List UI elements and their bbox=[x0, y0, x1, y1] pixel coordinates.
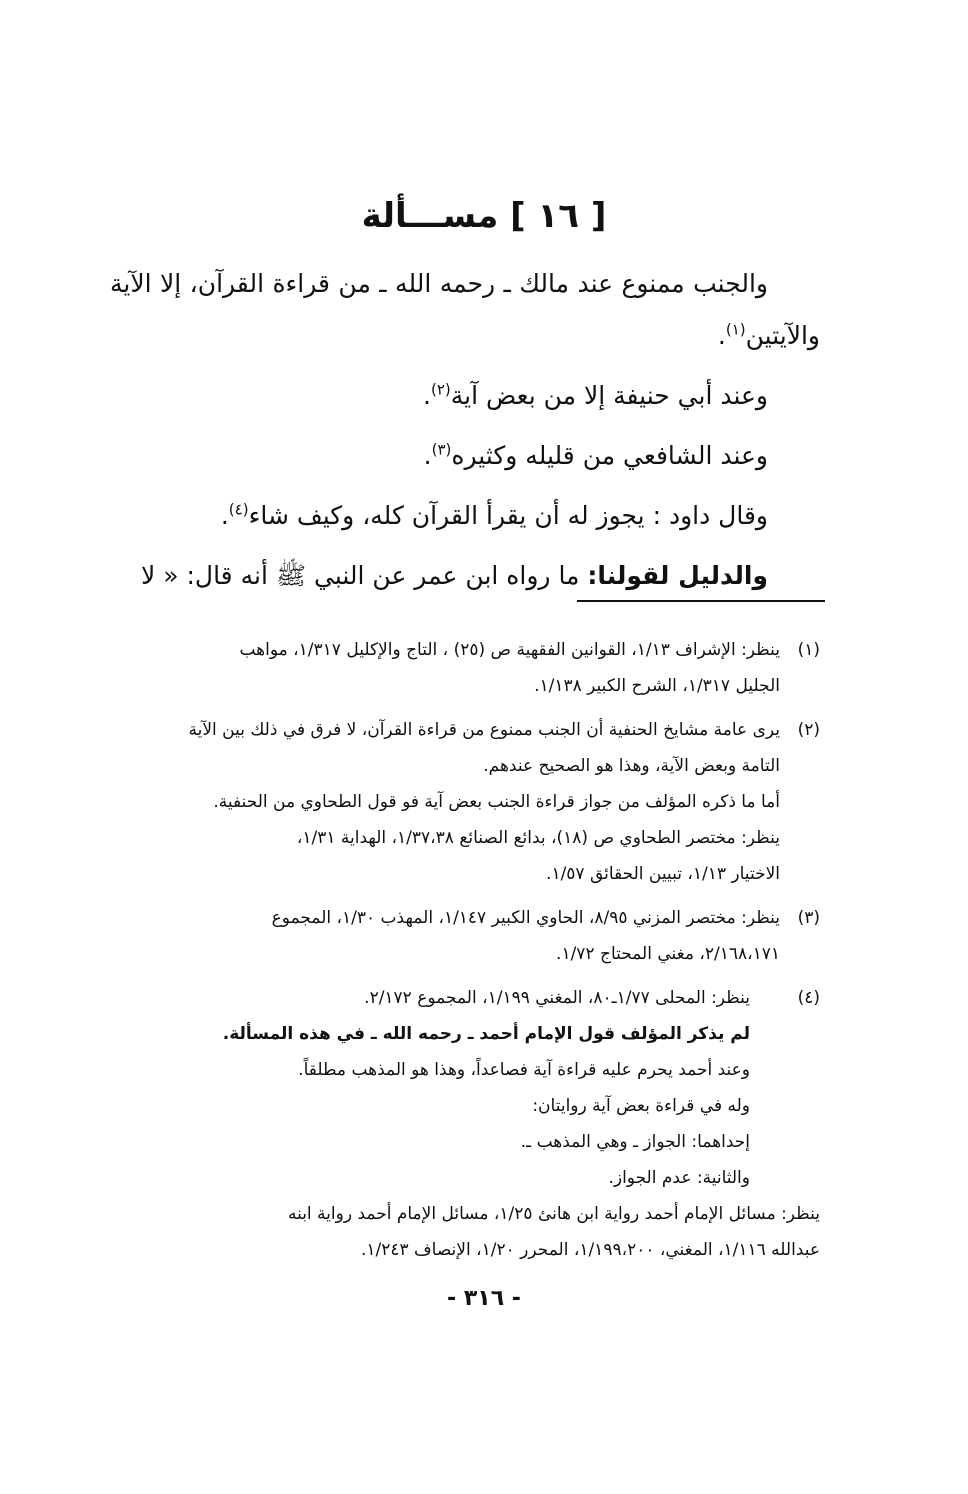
footnote-line: ينظر: الإشراف ١/١٣، القوانين الفقهية ص (٢٥) ، التاج والإكليل ١/٣١٧، مواهب bbox=[239, 640, 780, 660]
footnote-line: ينظر: مسائل الإمام أحمد رواية ابن هانئ ١/٢٥، مسائل الإمام أحمد رواية ابنه bbox=[287, 1204, 820, 1224]
footnote-4-full bbox=[120, 1196, 820, 1268]
footnote-line: والثانية: عدم الجواز. bbox=[608, 1168, 750, 1188]
title-word: مســـألة bbox=[361, 196, 499, 236]
footnote-line: ٢/١٦٨،١٧١، مغني المحتاج ١/٧٢. bbox=[556, 944, 780, 964]
footnote-number: (٢) bbox=[797, 720, 820, 740]
paragraph-1 bbox=[110, 258, 820, 362]
paragraph-1-end: . bbox=[717, 321, 726, 350]
paragraph-4 bbox=[110, 490, 820, 542]
footnote-line: يرى عامة مشايخ الحنفية أن الجنب ممنوع من قراءة القرآن، لا فرق في ذلك بين الآية bbox=[188, 720, 780, 740]
title-bracket-close: ] bbox=[510, 196, 526, 236]
footnote-line: ينظر: المحلى ١/٧٧ـ٨٠، المغني ١/١٩٩، المجموع ٢/١٧٢. bbox=[364, 988, 750, 1008]
footnote-1 bbox=[120, 632, 820, 704]
paragraph-4-text: وقال داود : يجوز له أن يقرأ القرآن كله، وكيف شاء bbox=[248, 501, 768, 530]
paragraph-4-end: . bbox=[220, 501, 229, 530]
footnote-line: ينظر: مختصر المزني ٨/٩٥، الحاوي الكبير ١/١٤٧، المهذب ١/٣٠، المجموع bbox=[271, 908, 780, 928]
footnote-line: وله في قراءة بعض آية روايتان: bbox=[532, 1096, 750, 1116]
footnote-ref-4: (٤) bbox=[228, 500, 249, 519]
footnote-line: عبدالله ١/١١٦، المغني، ١/١٩٩،٢٠٠، المحرر ١/٢٠، الإنصاف ١/٢٤٣. bbox=[360, 1240, 820, 1260]
paragraph-2-text: وعند أبي حنيفة إلا من بعض آية bbox=[450, 381, 768, 410]
footnote-4-indented bbox=[120, 980, 780, 1196]
footnote-number: (١) bbox=[797, 640, 820, 660]
footnote-number: (٣) bbox=[797, 908, 820, 928]
footnote-line: ينظر: مختصر الطحاوي ص (١٨)، بدائع الصنائع ١/٣٧،٣٨، الهداية ١/٣١، bbox=[296, 828, 780, 848]
footnote-ref-1: (١) bbox=[725, 320, 746, 339]
footnote-ref-2: (٢) bbox=[430, 380, 451, 399]
footnotes bbox=[120, 632, 820, 1276]
footnote-line: إحداهما: الجواز ـ وهي المذهب ـ. bbox=[520, 1132, 750, 1152]
paragraph-3 bbox=[110, 430, 820, 482]
title-bracket-open: [ bbox=[590, 196, 607, 236]
title-number: ١٦ bbox=[537, 196, 580, 236]
footnote-number: (٤) bbox=[797, 988, 820, 1008]
footnote-line: الاختيار ١/١٣، تبيين الحقائق ١/٥٧. bbox=[546, 864, 780, 884]
footnote-3 bbox=[120, 900, 820, 972]
main-text bbox=[110, 258, 820, 610]
footnote-2 bbox=[120, 712, 820, 892]
footnote-line: التامة وبعض الآية، وهذا هو الصحيح عندهم. bbox=[483, 756, 780, 776]
page-number: - ٣١٦ - bbox=[447, 1286, 521, 1311]
footnote-4 bbox=[120, 980, 820, 1268]
footnote-line: أما ما ذكره المؤلف من جواز قراءة الجنب بعض آية فو قول الطحاوي من الحنفية. bbox=[213, 792, 780, 812]
paragraph-5-text: ما رواه ابن عمر عن النبي ﷺ أنه قال: « لا bbox=[141, 561, 580, 590]
footnote-divider bbox=[577, 600, 825, 602]
footnote-line: وعند أحمد يحرم عليه قراءة آية فصاعداً، وهذا هو المذهب مطلقاً. bbox=[298, 1060, 750, 1080]
paragraph-3-end: . bbox=[423, 441, 432, 470]
paragraph-2 bbox=[110, 370, 820, 422]
paragraph-1-text: والجنب ممنوع عند مالك ـ رحمه الله ـ من قراءة القرآن، إلا الآية والآيتين bbox=[110, 269, 820, 350]
footnote-line-bold: لم يذكر المؤلف قول الإمام أحمد ـ رحمه الله ـ في هذه المسألة. bbox=[222, 1024, 750, 1044]
footnote-line: الجليل ١/٣١٧، الشرح الكبير ١/١٣٨. bbox=[534, 676, 780, 696]
paragraph-3-text: وعند الشافعي من قليله وكثيره bbox=[451, 441, 768, 470]
paragraph-5 bbox=[110, 550, 820, 602]
paragraph-2-end: . bbox=[423, 381, 431, 410]
footnote-ref-3: (٣) bbox=[431, 440, 452, 459]
paragraph-5-bold: والدليل لقولنا: bbox=[587, 561, 768, 590]
section-title bbox=[0, 192, 968, 240]
